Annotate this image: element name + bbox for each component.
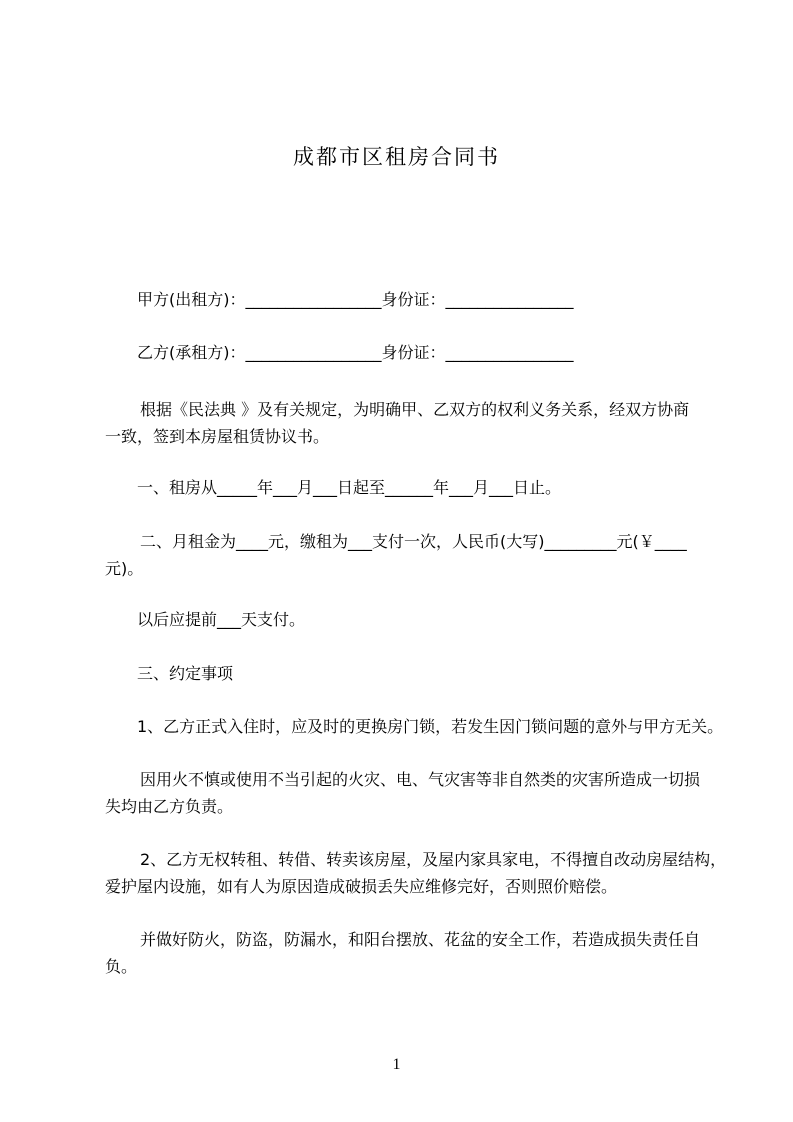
preamble-paragraph <box>105 397 689 450</box>
fire-liability-paragraph <box>105 767 700 820</box>
page-number: 1 <box>392 1056 401 1073</box>
party-a-name-blank: _________________ <box>245 290 382 309</box>
agreed-item-2 <box>105 847 726 900</box>
agreed-item-1: 1、乙方正式入住时，应及时的更换房门锁，若发生因门锁问题的意外与甲方无关。 <box>137 717 724 736</box>
agreed-item-2-line: 2、乙方无权转租、转借、转卖该房屋，及屋内家具家电，不得擅自改动房屋结构， <box>140 850 727 869</box>
lease-term-clause: 一、租房从_____年___月___日起至______年___月___日止。 <box>137 478 562 497</box>
agreed-item-2-line: 爱护屋内设施，如有人为原因造成破损丢失应维修完好，否则照价赔偿。 <box>105 876 618 896</box>
fire-liability-line: 因用火不慎或使用不当引起的火灾、电、气灾害等非自然类的灾害所造成一切损 <box>140 770 701 789</box>
preamble-line: 根据《民法典 》及有关规定，为明确甲、乙双方的权利义务关系，经双方协商 <box>140 400 690 419</box>
party-a-line <box>137 287 574 314</box>
agreed-matters-heading: 三、约定事项 <box>137 664 234 683</box>
rent-line: 元)。 <box>105 558 144 578</box>
party-b-label: 乙方(承租方)： <box>137 343 246 362</box>
party-b-name-blank: _________________ <box>245 343 382 362</box>
document-title: 成都市区租房合同书 <box>293 145 500 169</box>
party-a-id-label: 身份证： <box>381 290 446 309</box>
party-b-id-blank: ________________ <box>445 343 574 362</box>
party-b-id-label: 身份证： <box>381 343 446 362</box>
fire-liability-line: 失均由乙方负责。 <box>105 796 234 816</box>
safety-paragraph <box>105 927 700 980</box>
party-a-label: 甲方(出租方)： <box>137 290 246 309</box>
rent-line: 二、月租金为____元，缴租为___支付一次，人民币(大写)_________元(￥____ <box>140 532 687 551</box>
safety-line: 负。 <box>105 956 138 976</box>
preamble-line: 一致，签到本房屋租赁协议书。 <box>105 426 330 446</box>
payment-notice: 以后应提前___天支付。 <box>137 610 306 629</box>
party-b-line <box>137 340 574 367</box>
party-a-id-blank: ________________ <box>445 290 574 309</box>
rent-clause <box>105 529 687 582</box>
safety-line: 并做好防火，防盗，防漏水，和阳台摆放、花盆的安全工作，若造成损失责任自 <box>140 930 701 949</box>
